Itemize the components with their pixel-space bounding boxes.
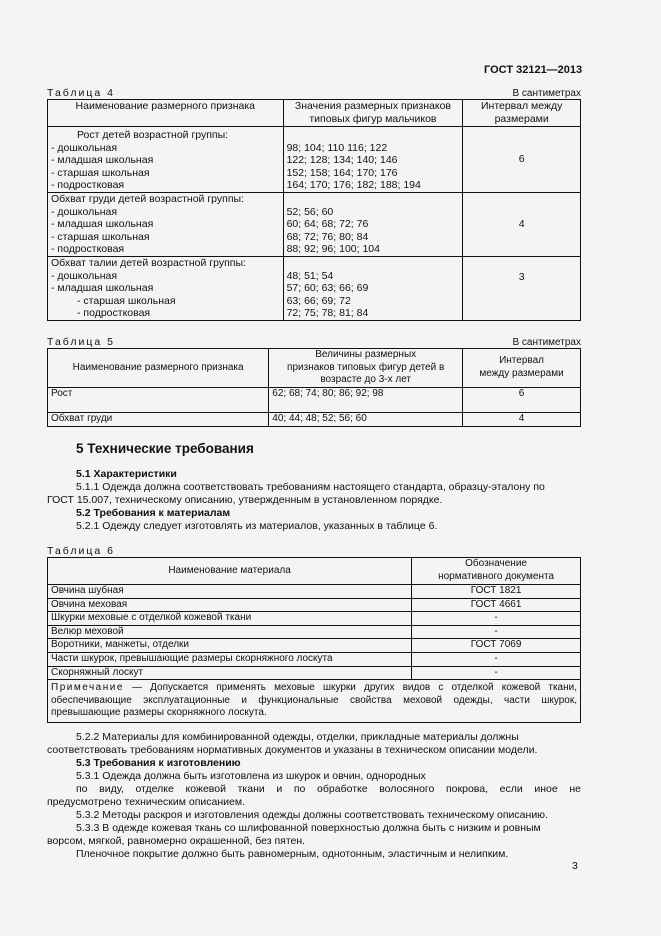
table4-group-height: Рост детей возрастной группы: - дошкольная - младшая школьная - старшая школьная - подростковая 98; 104; 110 116; 122 122; 128; 134; 140; 146 152; 158; 164; 170; 176 164; 170; 176; 182; 188; 194 6 (48, 127, 581, 193)
table4-group-chest: Обхват груди детей возрастной группы: - дошкольная - младшая школьная - старшая школьная - подростковая 52; 56; 60 60; 64; 68; 72; 76 68; 72; 76; 80; 84 88; 92; 96; 100; 104 4 (48, 192, 581, 256)
note-label: Примечание (51, 682, 124, 694)
table-row: Овчина меховая ГОСТ 4661 (48, 598, 581, 612)
table-row: Воротники, манжеты, отделки ГОСТ 7069 (48, 639, 581, 653)
group-title: Рост детей возрастной группы: (77, 129, 229, 141)
paragraph-5-3-1-end: предусмотрено техническим описанием. (47, 796, 246, 808)
section-heading: 5 Технические требования (76, 441, 254, 456)
table-6 (47, 557, 581, 723)
group-title: Обхват груди детей возрастной группы: (51, 192, 244, 205)
note-text: — Допускается применять меховые шкурки других видов с отделкой кожевой ткани, обеспечивающие эксплуатационные и функциональные свойства меховой одежды, части шкурок, превышающие размеры скорняжного лоскута. (51, 682, 577, 719)
table5-unit: В сантиметрах (512, 337, 581, 348)
paragraph-5-1-1-cont: ГОСТ 15.007, техническому описанию, утвержденным в установленном порядке. (47, 494, 443, 506)
table6-col1-header: Наименование материала (48, 558, 412, 585)
subsection-5-1-title: 5.1 Характеристики (76, 468, 177, 480)
table-row: Части шкурок, превышающие размеры скорняжного лоскута - (48, 652, 581, 666)
table-row: Овчина шубная ГОСТ 1821 (48, 585, 581, 599)
interval-value: 6 (463, 127, 581, 193)
table-row: Обхват груди 40; 44; 48; 52; 56; 60 4 (48, 413, 581, 427)
table-row: Шкурки меховые с отделкой кожевой ткани - (48, 612, 581, 626)
table4-col1-header: Наименование размерного признака (48, 100, 284, 127)
document-number: ГОСТ 32121—2013 (484, 64, 583, 76)
paragraph-5-3-1-cont: по виду, отделке кожевой ткани и по обработке волосяного покрова, если иное не (76, 783, 581, 795)
table4-group-waist: Обхват талии детей возрастной группы: - дошкольная - младшая школьная - старшая школьная - подростковая 48; 51; 54 57; 60; 63; 66; 69 63; 66; 69; 72 72; 75; 78; 81; 84 3 (48, 256, 581, 320)
table5-caption: Таблица 5 (47, 336, 115, 348)
table5-col3-header: Интервал между размерами (463, 349, 581, 388)
subsection-5-3-title: 5.3 Требования к изготовлению (76, 757, 241, 769)
table5-col2-header: Величины размерных признаков типовых фигур детей в возрасте до 3-х лет (269, 349, 463, 388)
paragraph-5-2-2-cont: соответствовать требованиям нормативных документов и указаны в техническом описании модели. (47, 744, 538, 756)
table4-col3-header: Интервал между размерами (463, 100, 581, 127)
table4-caption: Таблица 4 (47, 87, 115, 99)
table-5 (47, 348, 581, 427)
subsection-5-2-title: 5.2 Требования к материалам (76, 507, 231, 519)
group-title: Обхват талии детей возрастной группы: (51, 256, 246, 269)
paragraph-5-3-1: 5.3.1 Одежда должна быть изготовлена из шкурок и овчин, однородных (76, 770, 426, 782)
paragraph-5-3-3-end: Пленочное покрытие должно быть равномерным, однотонным, эластичным и нелипким. (76, 848, 509, 860)
interval-value: 4 (463, 192, 581, 256)
paragraph-5-3-2: 5.3.2 Методы раскроя и изготовления одежды должны соответствовать техническому описанию. (76, 809, 548, 821)
table-row: Рост 62; 68; 74; 80; 86; 92; 98 6 (48, 388, 581, 413)
table6-caption: Таблица 6 (47, 545, 115, 557)
page-number: 3 (572, 860, 578, 872)
paragraph-5-2-2: 5.2.2 Материалы для комбинированной одежды, отделки, прикладные материалы должны (76, 731, 519, 743)
paragraph-5-3-3: 5.3.3 В одежде кожевая ткань со шлифованной поверхностью должна быть с низким и ровным (76, 822, 541, 834)
table4-unit: В сантиметрах (512, 88, 581, 99)
table5-col1-header: Наименование размерного признака (48, 349, 269, 388)
table6-note (48, 680, 581, 723)
interval-value: 3 (463, 256, 581, 320)
table6-col2-header: Обозначение нормативного документа (412, 558, 581, 585)
table4-col2-header: Значения размерных признаков типовых фигур мальчиков (283, 100, 463, 127)
table-row: Велюр меховой - (48, 625, 581, 639)
paragraph-5-1-1: 5.1.1 Одежда должна соответствовать требованиям настоящего стандарта, образцу-эталону по (76, 481, 545, 493)
paragraph-5-3-3-cont: ворсом, мягкой, равномерно окрашенной, без пятен. (47, 835, 306, 847)
table-row: Скорняжный лоскут - (48, 666, 581, 680)
table-4 (47, 99, 581, 321)
paragraph-5-2-1: 5.2.1 Одежду следует изготовлять из материалов, указанных в таблице 6. (76, 520, 438, 532)
